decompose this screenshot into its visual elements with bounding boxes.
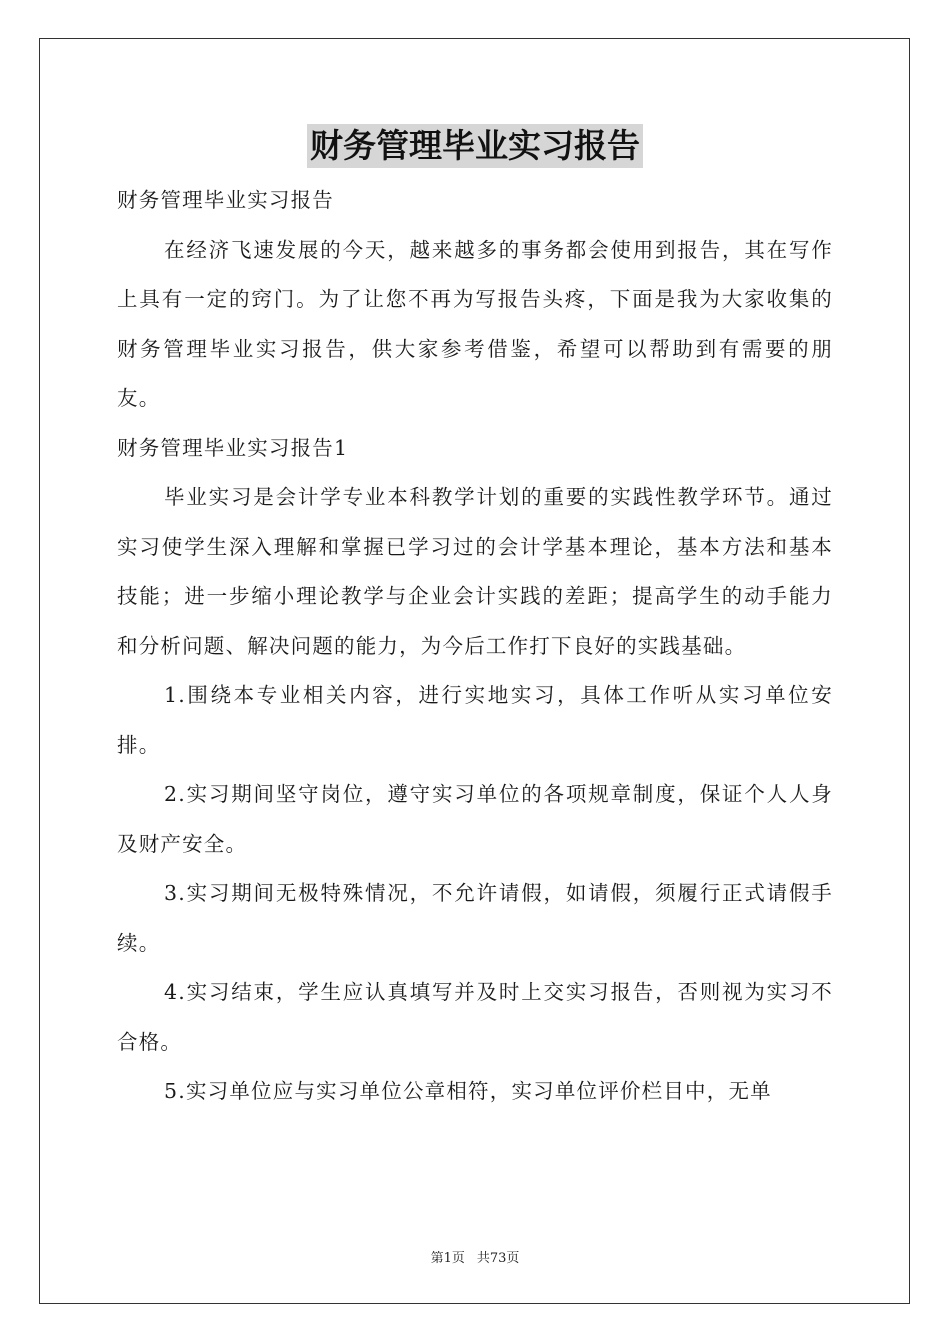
paragraph-item-3: 3.实习期间无极特殊情况，不允许请假，如请假，须履行正式请假手续。 xyxy=(117,881,833,955)
paragraph-item-5: 5.实习单位应与实习单位公章相符，实习单位评价栏目中，无单 xyxy=(164,1079,772,1103)
paragraph-body: 毕业实习是会计学专业本科教学计划的重要的实践性教学环节。通过实习使学生深入理解和掌握已学习过的会计学基本理论，基本方法和基本技能；进一步缩小理论教学与企业会计实践的差距；提高学生的动手能力和分析问题、解决问题的能力，为今后工作打下良好的实践基础。 xyxy=(117,485,833,658)
paragraph-section-heading: 财务管理毕业实习报告1 xyxy=(117,435,349,460)
document-body xyxy=(117,124,833,1117)
paragraph-item-2: 2.实习期间坚守岗位，遵守实习单位的各项规章制度，保证个人人身及财产安全。 xyxy=(117,782,833,856)
paragraph-heading: 财务管理毕业实习报告 xyxy=(117,188,334,212)
page-number: 第1页 xyxy=(430,1251,465,1266)
page-footer xyxy=(0,1247,950,1266)
title-container xyxy=(117,124,833,176)
paragraph-item-4: 4.实习结束，学生应认真填写并及时上交实习报告，否则视为实习不合格。 xyxy=(117,980,833,1054)
document-title: 财务管理毕业实习报告 xyxy=(307,124,643,168)
paragraph-item-1: 1.围绕本专业相关内容，进行实地实习，具体工作听从实习单位安排。 xyxy=(117,683,833,757)
paragraph-intro: 在经济飞速发展的今天，越来越多的事务都会使用到报告，其在写作上具有一定的窍门。为了让您不再为写报告头疼，下面是我为大家收集的财务管理毕业实习报告，供大家参考借鉴，希望可以帮助到有需要的朋友。 xyxy=(117,237,833,410)
page-total: 共73页 xyxy=(476,1251,520,1266)
